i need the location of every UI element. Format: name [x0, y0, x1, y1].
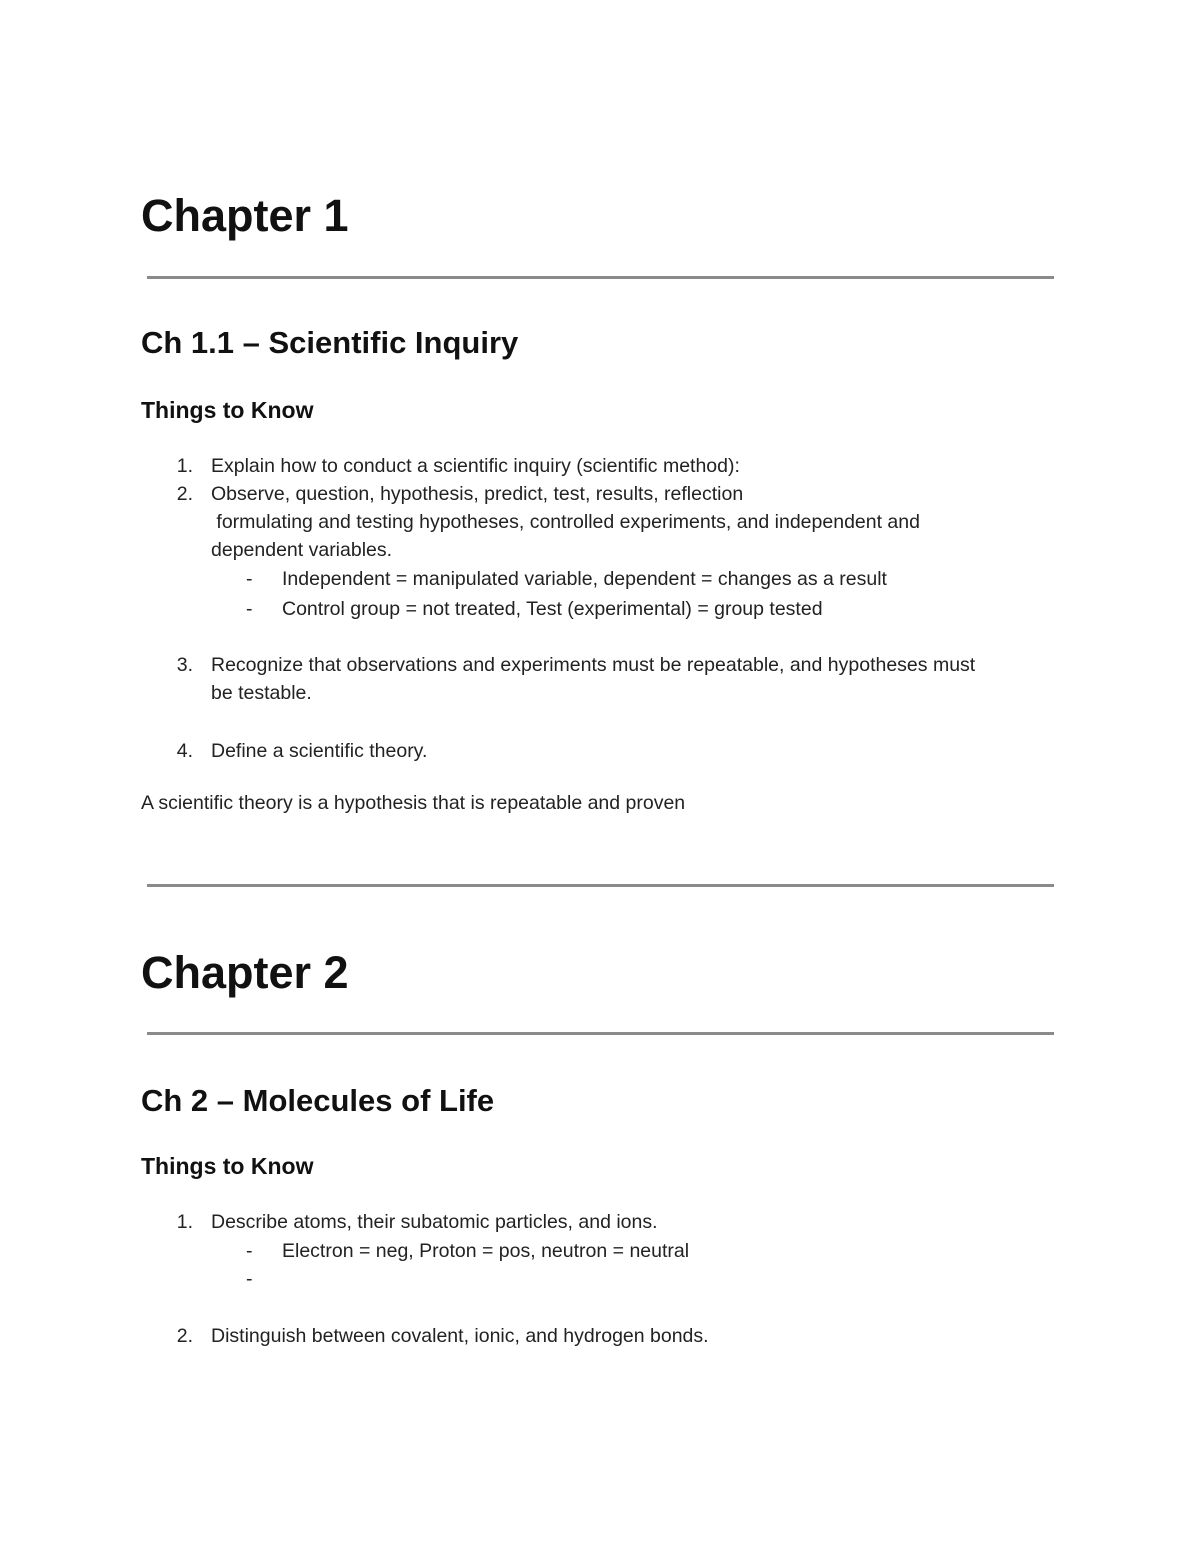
- chapter-2-title: Chapter 2: [141, 947, 349, 998]
- list-item-continuation: dependent variables.: [211, 539, 393, 561]
- bullet-marker: -: [246, 1240, 253, 1262]
- bullet-marker: -: [246, 568, 253, 590]
- list-number: 1.: [176, 455, 193, 477]
- bullet-item: Electron = neg, Proton = pos, neutron = neutral: [282, 1240, 690, 1262]
- horizontal-rule: [147, 884, 1054, 887]
- list-item: Define a scientific theory.: [211, 740, 428, 762]
- things-to-know-heading: Things to Know: [141, 397, 314, 423]
- theory-note: A scientific theory is a hypothesis that is repeatable and proven: [141, 792, 686, 814]
- list-item: Describe atoms, their subatomic particles, and ions.: [211, 1211, 658, 1233]
- list-item-continuation: be testable.: [211, 682, 312, 704]
- section-1-1-title: Ch 1.1 – Scientific Inquiry: [141, 325, 519, 360]
- bullet-marker: -: [246, 1268, 253, 1290]
- section-2-title: Ch 2 – Molecules of Life: [141, 1083, 495, 1118]
- chapter-1-title: Chapter 1: [141, 190, 349, 241]
- horizontal-rule: [147, 276, 1054, 279]
- bullet-item: Independent = manipulated variable, dependent = changes as a result: [282, 568, 887, 590]
- list-number: 4.: [176, 740, 193, 762]
- list-item: Recognize that observations and experiments must be repeatable, and hypotheses must: [211, 654, 976, 676]
- list-number: 3.: [176, 654, 193, 676]
- things-to-know-heading: Things to Know: [141, 1153, 314, 1179]
- list-item: Explain how to conduct a scientific inquiry (scientific method):: [211, 455, 740, 477]
- list-item: Distinguish between covalent, ionic, and hydrogen bonds.: [211, 1325, 709, 1347]
- list-item: Observe, question, hypothesis, predict, test, results, reflection: [211, 483, 744, 505]
- list-number: 2.: [176, 1325, 193, 1347]
- list-item-continuation: formulating and testing hypotheses, controlled experiments, and independent and: [211, 511, 920, 533]
- horizontal-rule: [147, 1032, 1054, 1035]
- bullet-marker: -: [246, 598, 253, 620]
- list-number: 1.: [176, 1211, 193, 1233]
- list-number: 2.: [176, 483, 193, 505]
- bullet-item: Control group = not treated, Test (experimental) = group tested: [282, 598, 823, 620]
